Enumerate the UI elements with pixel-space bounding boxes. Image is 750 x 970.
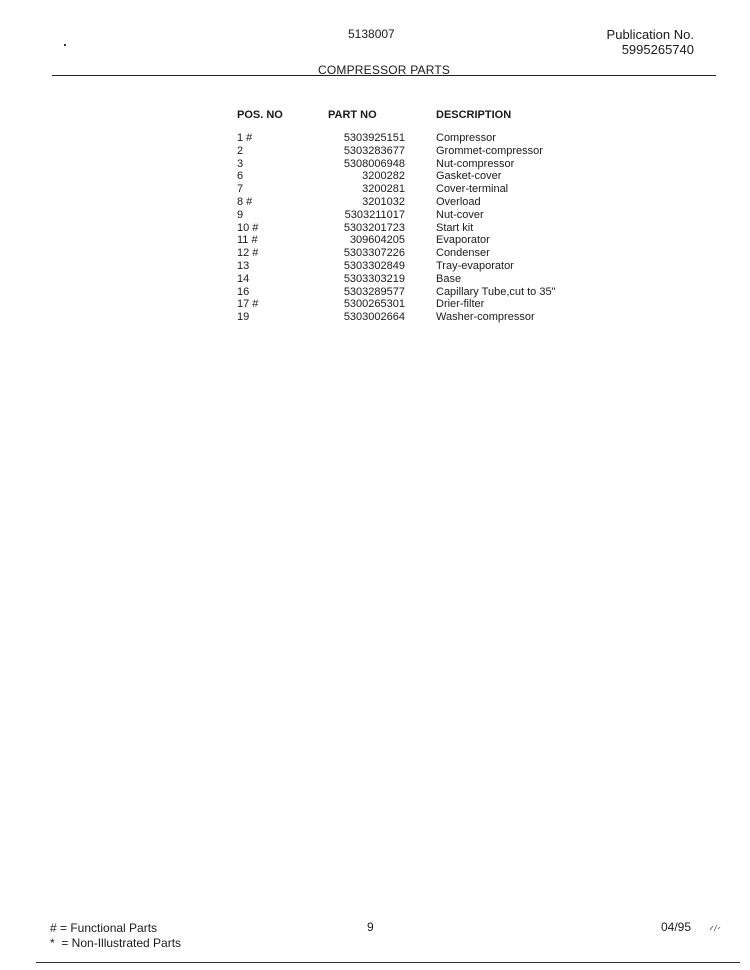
section-title: COMPRESSOR PARTS [318, 63, 451, 77]
table-row [237, 273, 596, 286]
pos-cell: 7 [237, 183, 244, 196]
scan-mark-icon [708, 922, 722, 934]
part-number-cell: 3200282 [362, 170, 405, 183]
description-cell: Overload [436, 195, 481, 208]
pos-cell: 10 # [237, 221, 259, 234]
pos-cell: 13 [237, 259, 250, 272]
date-code: 04/95 [661, 920, 692, 934]
column-header-pos: POS. NO [237, 109, 283, 121]
description-cell: Drier-filter [436, 298, 485, 311]
table-row [237, 298, 596, 311]
header-divider [52, 75, 716, 76]
legend-functional: # = Functional Parts [50, 921, 158, 935]
pos-cell: 11 # [237, 234, 258, 247]
table-row [237, 158, 596, 171]
column-header-description: DESCRIPTION [436, 109, 512, 121]
description-cell: Washer-compressor [436, 311, 535, 324]
part-number-cell: 3200281 [362, 183, 405, 196]
description-cell: Cover-terminal [436, 183, 509, 196]
description-cell: Condenser [436, 247, 490, 260]
pos-cell: 1 # [237, 132, 253, 144]
part-number-cell: 5303211017 [344, 208, 405, 221]
table-row [237, 196, 596, 209]
table-row [237, 311, 596, 324]
pos-cell: 19 [237, 311, 250, 324]
publication-number: 5995265740 [621, 42, 694, 57]
table-row [237, 234, 596, 247]
legend [50, 921, 181, 951]
model-number: 5138007 [348, 27, 395, 41]
publication-block [607, 27, 694, 57]
pos-cell: 2 [237, 144, 244, 157]
pos-cell: 9 [237, 208, 244, 221]
table-header-row [237, 108, 596, 132]
part-number-cell: 5303925151 [343, 132, 405, 144]
scan-speck [64, 44, 66, 46]
table-row [237, 260, 596, 273]
description-cell: Base [436, 272, 462, 285]
description-cell: Nut-cover [436, 208, 484, 221]
part-number-cell: 5303002664 [343, 311, 405, 324]
description-cell: Compressor [436, 132, 496, 144]
description-cell: Grommet-compressor [436, 144, 543, 157]
table-row [237, 170, 596, 183]
part-number-cell: 5308006948 [343, 157, 405, 170]
footer-divider [36, 962, 740, 963]
table-row [237, 209, 596, 222]
table-row [237, 132, 596, 145]
description-cell: Capillary Tube,cut to 35" [436, 285, 556, 298]
part-number-cell: 5300265301 [343, 298, 405, 311]
part-number-cell: 5303289577 [343, 285, 405, 298]
legend-non-illustrated: * = Non-Illustrated Parts [50, 936, 182, 950]
pos-cell: 17 # [237, 298, 259, 311]
table-row [237, 222, 596, 235]
part-number-cell: 5303302849 [343, 259, 405, 272]
description-cell: Tray-evaporator [436, 259, 514, 272]
part-number-cell: 5303201723 [343, 221, 405, 234]
part-number-cell: 5303283677 [343, 144, 405, 157]
description-cell: Start kit [436, 221, 474, 234]
column-header-part: PART NO [328, 109, 377, 121]
publication-label: Publication No. [606, 27, 694, 42]
part-number-cell: 5303303219 [343, 272, 405, 285]
pos-cell: 14 [237, 272, 250, 285]
part-number-cell: 5303307226 [343, 247, 405, 260]
part-number-cell: 3201032 [362, 195, 405, 208]
pos-cell: 8 # [237, 195, 253, 208]
table-row [237, 145, 596, 158]
pos-cell: 3 [237, 157, 244, 170]
pos-cell: 12 # [237, 247, 259, 260]
table-row [237, 247, 596, 260]
table-row [237, 286, 596, 299]
description-cell: Gasket-cover [436, 170, 502, 183]
parts-table-body [237, 132, 596, 324]
table-row [237, 183, 596, 196]
part-number-cell: 309604205 [349, 234, 405, 247]
pos-cell: 16 [237, 285, 250, 298]
pos-cell: 6 [237, 170, 244, 183]
page-number: 9 [367, 920, 374, 934]
description-cell: Nut-compressor [436, 157, 515, 170]
parts-table [237, 108, 596, 324]
description-cell: Evaporator [436, 234, 490, 247]
